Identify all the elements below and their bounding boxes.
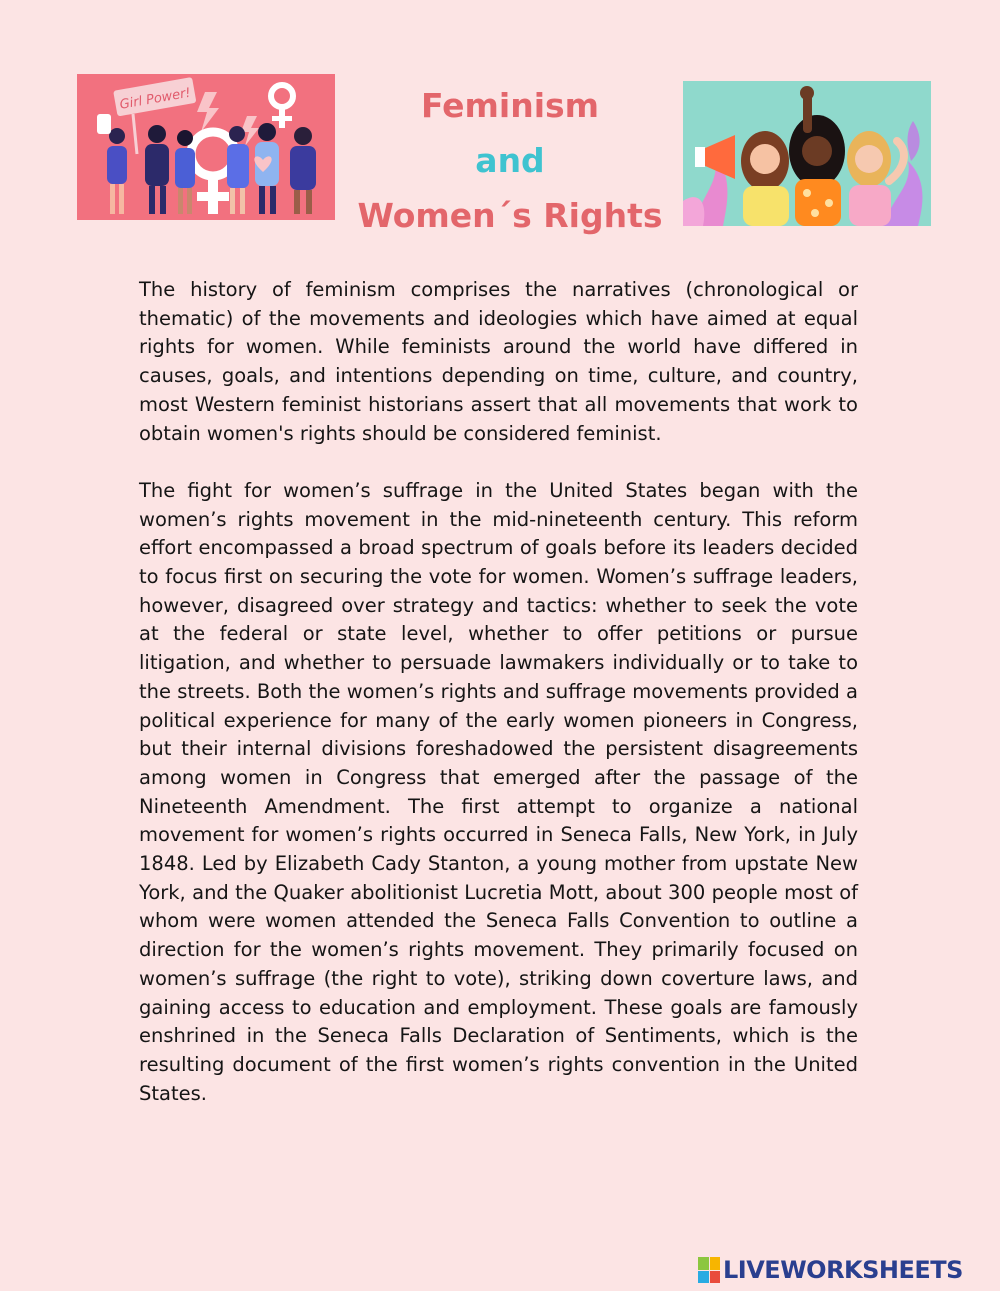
title-line-womens-rights: Women´s Rights bbox=[357, 196, 663, 235]
protest-illustration bbox=[683, 81, 931, 226]
paragraph-womens-suffrage: The fight for women’s suffrage in the United States began with the women’s rights movement in the mid-nineteenth century. This reform effort encompassed a broad spectrum of goals before its leaders decided to focus first on securing the vote for women. Women’s suffrage leaders, however, disagreed over strategy and tactics: whether to seek the vote at the federal or state level, whether to offer petitions or pursue litigation, and whether to persuade lawmakers individually or to take to the streets. Both the women’s rights and suffrage movements provided a political experience for many of the early women pioneers in Congress, but their internal divisions foreshadowed the persistent disagreements among women in Congress that emerged after the passage of the Nineteenth Amendment. The first attempt to organize a national movement for women’s rights occurred in Seneca Falls, New York, in July 1848. Led by Elizabeth Cady Stanton, a young mother from upstate New York, and the Quaker abolitionist Lucretia Mott, about 300 people most of whom were women attended the Seneca Falls Convention to outline a direction for the women’s rights movement. They primarily focused on women’s suffrage (the right to vote), striking down coverture laws, and gaining access to education and employment. These goals are famously enshrined in the Seneca Falls Declaration of Sentiments, which is the resulting document of the first women’s rights convention in the United States. bbox=[139, 478, 858, 1105]
women-protest-megaphone-illustration bbox=[683, 81, 931, 226]
article-body bbox=[139, 276, 858, 1108]
girl-power-sign-text: Girl Power! bbox=[118, 85, 192, 113]
brand-name: LIVEWORKSHEETS bbox=[723, 1256, 963, 1284]
page-title bbox=[340, 78, 680, 243]
title-line-feminism: Feminism bbox=[420, 86, 600, 125]
liveworksheets-logo-icon bbox=[698, 1257, 720, 1283]
title-line-and: and bbox=[475, 141, 545, 180]
girl-power-women-group-illustration bbox=[77, 74, 335, 220]
paragraph-history-of-feminism: The history of feminism comprises the narratives (chronological or thematic) of the movements and ideologies which have aimed at equal rights for women. While feminists around the world have differed in causes, goals, and intentions depending on time, culture, and country, most Western feminist historians assert that all movements that work to obtain women's rights should be considered feminist. bbox=[139, 278, 858, 445]
girl-power-illustration bbox=[77, 74, 335, 220]
liveworksheets-brand[interactable] bbox=[698, 1255, 963, 1285]
